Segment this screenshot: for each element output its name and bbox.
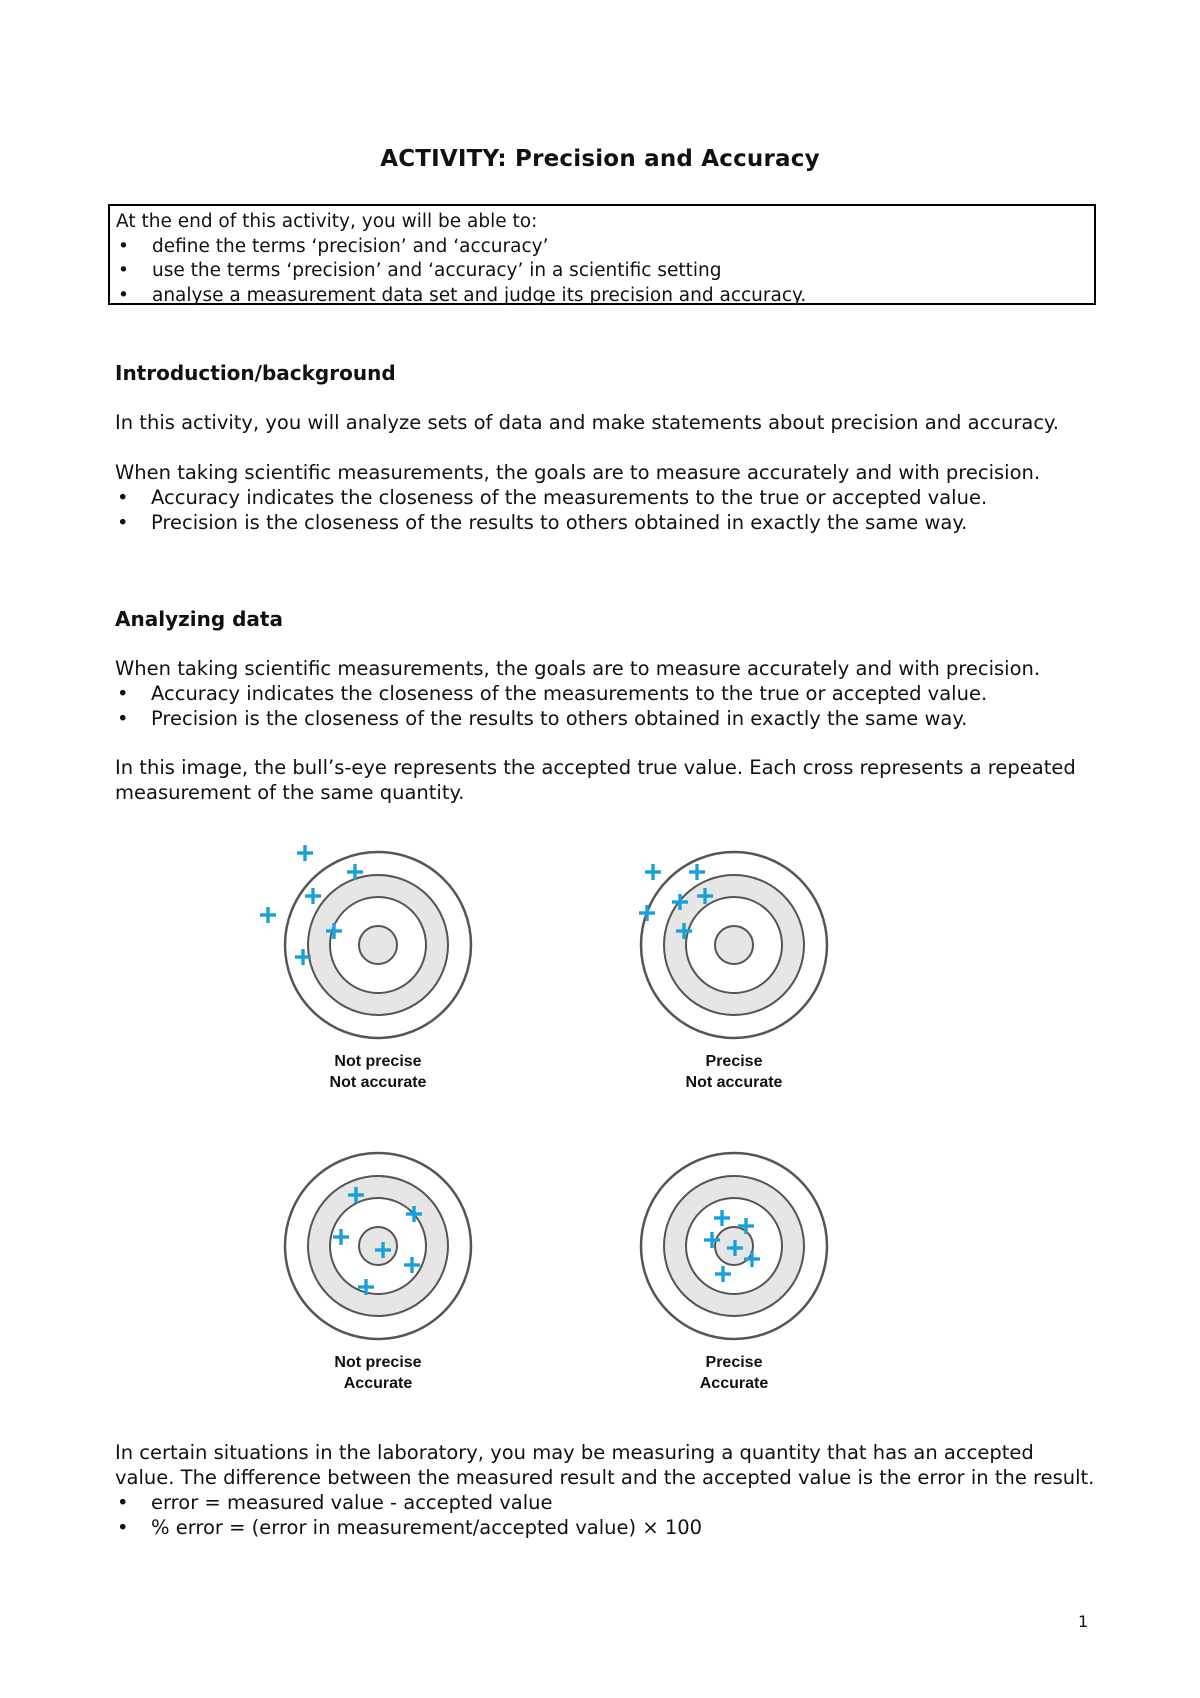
error-formulas [115, 1490, 1095, 1540]
measurement-cross-icon [297, 845, 313, 861]
objective-item: • analyse a measurement data set and judge its precision and accuracy. [116, 284, 1088, 309]
target-precise-not-accurate [641, 852, 827, 1038]
intro-bullet: • Precision is the closeness of the results to others obtained in exactly the same way. [115, 510, 1095, 535]
target-label [278, 1352, 478, 1394]
bullseye-paragraph: In this image, the bull’s-eye represents the accepted true value. Each cross represents a repeated measurement of the same quantity. [115, 756, 1076, 804]
target-label-accuracy: Accurate [343, 1375, 413, 1392]
target-label-precision: Precise [705, 1354, 763, 1371]
error-section [115, 1440, 1095, 1540]
target-label-precision: Not precise [334, 1354, 422, 1371]
target-label-precision: Not precise [334, 1053, 422, 1070]
error-formula: • error = measured value - accepted value [115, 1490, 1095, 1515]
target-not-precise-accurate [285, 1153, 471, 1339]
target-label [278, 1051, 478, 1093]
analyzing-goals-paragraph: When taking scientific measurements, the goals are to measure accurately and with precision. [115, 657, 1041, 680]
intro-heading: Introduction/background [115, 361, 396, 385]
bullseye [359, 926, 397, 964]
target-label [634, 1352, 834, 1394]
target-label-accuracy: Not accurate [329, 1074, 427, 1091]
target-label-accuracy: Not accurate [685, 1074, 783, 1091]
intro-bullet: • Accuracy indicates the closeness of the measurements to the true or accepted value. [115, 485, 1095, 510]
target-label-precision: Precise [705, 1053, 763, 1070]
page-number: 1 [1078, 1612, 1089, 1631]
measurement-cross-icon [260, 907, 276, 923]
target-label [634, 1051, 834, 1093]
analyzing-bullet: • Precision is the closeness of the results to others obtained in exactly the same way. [115, 706, 1095, 731]
error-paragraph: In certain situations in the laboratory, you may be measuring a quantity that has an accepted value. The difference between the measured result and the accepted value is the error in the result. [115, 1441, 1095, 1489]
objective-item: • define the terms ‘precision’ and ‘accuracy’ [116, 235, 1088, 260]
objectives-lead: At the end of this activity, you will be able to: [116, 211, 538, 232]
objective-item: • use the terms ‘precision’ and ‘accuracy’ in a scientific setting [116, 259, 1088, 284]
intro-paragraph: In this activity, you will analyze sets of data and make statements about precision and accuracy. [115, 411, 1059, 434]
measurement-cross-icon [645, 864, 661, 880]
bullseye [359, 1227, 397, 1265]
analyzing-heading: Analyzing data [115, 607, 283, 631]
target-not-precise-not-accurate [285, 852, 471, 1038]
page-title: ACTIVITY: Precision and Accuracy [380, 146, 820, 172]
bullseye [715, 926, 753, 964]
target-label-accuracy: Accurate [699, 1375, 769, 1392]
analyzing-bullet: • Accuracy indicates the closeness of the measurements to the true or accepted value. [115, 681, 1095, 706]
intro-goals-paragraph: When taking scientific measurements, the goals are to measure accurately and with precision. [115, 461, 1041, 484]
percent-error-formula: • % error = (error in measurement/accepted value) × 100 [115, 1515, 1095, 1540]
